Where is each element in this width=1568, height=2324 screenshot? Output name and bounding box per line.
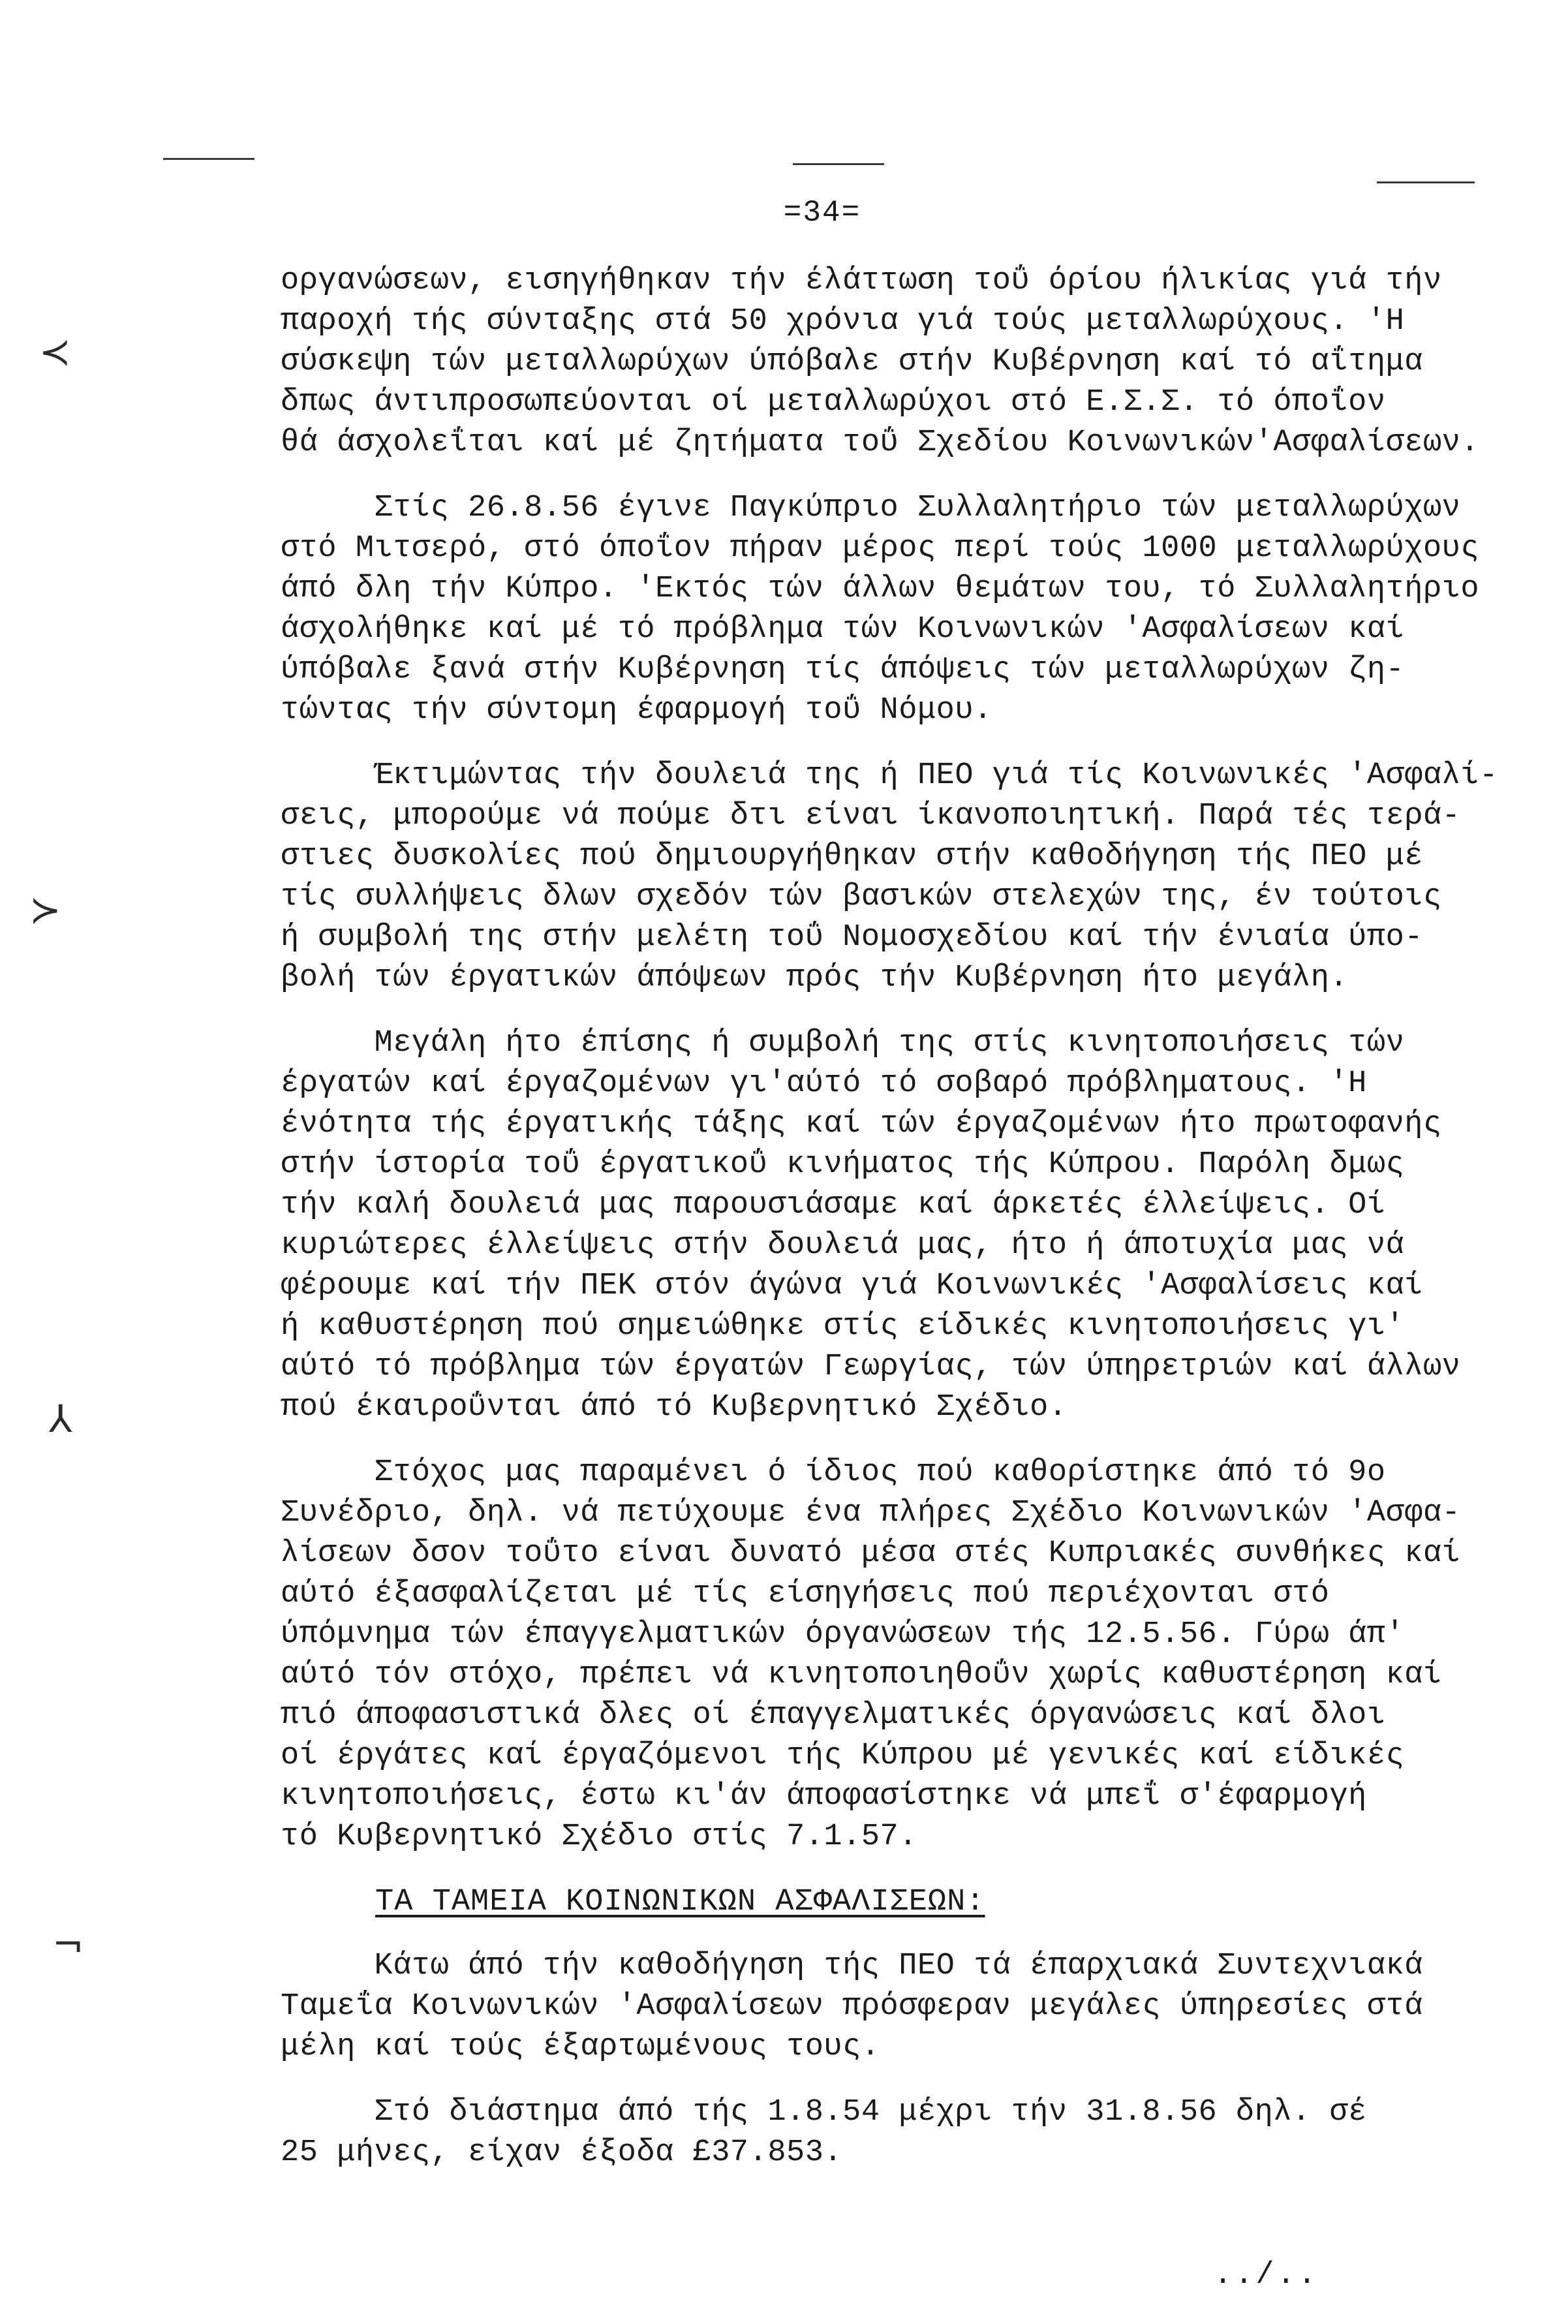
text-line: Στίς 26.8.56 έγινε Παγκύπριο Συλλαλητήριο τών μεταλλωρύχων (281, 491, 1461, 525)
text-line: Στόχος μας παραμένει ό ίδιος πού καθορίστηκε άπό τό 9ο (281, 1455, 1386, 1490)
paragraph-5 (281, 1453, 1520, 1857)
text-line: 25 μήνες, είχαν έξοδα £37.853. (281, 2135, 843, 2170)
text-line: Συνέδριο, δηλ. νά πετύχουμε ένα πλήρες Σχέδιο Κοινωνικών 'Ασφα- (281, 1496, 1461, 1530)
text-line: τώντας τήν σύντομη έφαρμογή τοΰ Νόμου. (281, 693, 992, 728)
text-line: Στό διάστημα άπό τής 1.8.54 μέχρι τήν 31.8.56 δηλ. σέ (281, 2095, 1367, 2130)
text-line: στό Μιτσερό, στό όποΐον πήραν μέρος περί τούς 1000 μεταλλωρύχους (281, 531, 1480, 566)
text-line: στήν ίστορία τοΰ έργατικοΰ κινήματος τής Κύπρου. Παρόλη δμως (281, 1147, 1405, 1182)
text-line: παροχή τής σύνταξης στά 50 χρόνια γιά τούς μεταλλωρύχους. 'Η (281, 304, 1405, 339)
header-rule-left (163, 158, 254, 160)
text-line: θά άσχολεΐται καί μέ ζητήματα τοΰ Σχεδίου Κοινωνικών'Ασφαλίσεων. (281, 426, 1480, 460)
header-rule-right (1377, 181, 1475, 183)
margin-mark: ≺ (39, 330, 71, 374)
paragraph-2 (281, 488, 1520, 731)
text-line: τό Κυβερνητικό Σχέδιο στίς 7.1.57. (281, 1820, 917, 1854)
text-line: ύπόμνημα τών έπαγγελματικών όργανώσεων τής 12.5.56. Γύρω άπ' (281, 1617, 1405, 1652)
paragraph-4 (281, 1023, 1520, 1428)
paragraph-6 (281, 1946, 1520, 2068)
text-line: ή καθυστέρηση πού σημειώθηκε στίς είδικές κινητοποιήσεις γι' (281, 1309, 1405, 1344)
text-line: φέρουμε καί τήν ΠΕΚ στόν άγώνα γιά Κοινωνικές 'Ασφαλίσεις καί (281, 1269, 1423, 1303)
text-line: έργατών καί έργαζομένων γι'αύτό τό σοβαρό πρόβληματους. 'Η (281, 1066, 1367, 1101)
text-line: Ταμεΐα Κοινωνικών 'Ασφαλίσεων πρόσφεραν μεγάλες ύπηρεσίες στά (281, 1989, 1423, 2024)
text-line: Έκτιμώντας τήν δουλειά της ή ΠΕΟ γιά τίς Κοινωνικές 'Ασφαλί- (281, 758, 1498, 793)
continuation-mark: ../.. (1214, 2258, 1319, 2293)
margin-mark: ¬ (52, 1922, 84, 1966)
section-heading: ΤΑ ΤΑΜΕΙΑ ΚΟΙΝΩΝΙΚΩΝ ΑΣΦΑΛΙΣΕΩΝ: (375, 1885, 985, 1919)
text-line: αύτό τό πρόβλημα τών έργατών Γεωργίας, τών ύπηρετριών καί άλλων (281, 1350, 1461, 1384)
margin-mark: ≻ (29, 888, 61, 932)
text-line: αύτό τόν στόχο, πρέπει νά κινητοποιηθοΰν χωρίς καθυστέρηση καί (281, 1658, 1442, 1692)
paragraph-3 (281, 756, 1520, 999)
text-line: ή συμβολή της στήν μελέτη τοΰ Νομοσχεδίου καί τήν ένιαία ύπο- (281, 920, 1423, 955)
text-line: σύσκεψη τών μεταλλωρύχων ύπόβαλε στήν Κυβέρνηση καί τό αΐτημα (281, 345, 1423, 379)
paragraph-7 (281, 2092, 1520, 2173)
text-line: Μεγάλη ήτο έπίσης ή συμβολή της στίς κινητοποιήσεις τών (281, 1026, 1405, 1061)
document-body (281, 261, 1520, 2198)
text-line: άσχολήθηκε καί μέ τό πρόβλημα τών Κοινωνικών 'Ασφαλίσεων καί (281, 612, 1405, 647)
text-line: τίς συλλήψεις δλων σχεδόν τών βασικών στελεχών της, έν τούτοις (281, 880, 1442, 914)
text-line: ύπόβαλε ξανά στήν Κυβέρνηση τίς άπόψεις τών μεταλλωρύχων ζη- (281, 653, 1405, 687)
text-line: οργανώσεων, εισηγήθηκαν τήν έλάττωση τοΰ όρίου ήλικίας γιά τήν (281, 264, 1442, 298)
text-line: λίσεων δσον τοΰτο είναι δυνατό μέσα στές Κυπριακές συνθήκες καί (281, 1536, 1461, 1571)
text-line: κινητοποιήσεις, έστω κι'άν άποφασίστηκε νά μπεΐ σ'έφαρμογή (281, 1779, 1367, 1814)
text-line: ένότητα τής έργατικής τάξης καί τών έργαζομένων ήτο πρωτοφανής (281, 1107, 1442, 1141)
text-line: αύτό έξασφαλίζεται μέ τίς είσηγήσεις πού περιέχονται στό (281, 1577, 1330, 1611)
text-line: άπό δλη τήν Κύπρο. 'Εκτός τών άλλων θεμάτων του, τό Συλλαλητήριο (281, 572, 1480, 606)
page-number: =34= (783, 196, 861, 230)
text-line: τήν καλή δουλειά μας παρουσιάσαμε καί άρκετές έλλείψεις. Οί (281, 1188, 1386, 1222)
text-line: οί έργάτες καί έργαζόμενοι τής Κύπρου μέ γενικές καί είδικές (281, 1739, 1405, 1773)
text-line: πιό άποφασιστικά δλες οί έπαγγελματικές όργανώσεις καί δλοι (281, 1698, 1386, 1733)
text-line: στιες δυσκολίες πού δημιουργήθηκαν στήν καθοδήγηση τής ΠΕΟ μέ (281, 839, 1423, 874)
text-line: κυριώτερες έλλείψεις στήν δουλειά μας, ήτο ή άποτυχία μας νά (281, 1228, 1405, 1263)
text-line: βολή τών έργατικών άπόψεων πρός τήν Κυβέρνηση ήτο μεγάλη. (281, 961, 1349, 995)
paragraph-1 (281, 261, 1520, 463)
header-rule-center (793, 163, 884, 165)
text-line: σεις, μπορούμε νά πούμε δτι είναι ίκανοποιητική. Παρά τές τερά- (281, 799, 1461, 833)
text-line: μέλη καί τούς έξαρτωμένους τους. (281, 2030, 880, 2064)
text-line: δπως άντιπροσωπεύονται οί μεταλλωρύχοι στό Ε.Σ.Σ. τό όποΐον (281, 385, 1386, 420)
text-line: πού έκαιροΰνται άπό τό Κυβερνητικό Σχέδιο. (281, 1390, 1068, 1425)
margin-mark: ⅄ (49, 1397, 72, 1441)
text-line: Κάτω άπό τήν καθοδήγηση τής ΠΕΟ τά έπαρχιακά Συντεχνιακά (281, 1949, 1423, 1983)
